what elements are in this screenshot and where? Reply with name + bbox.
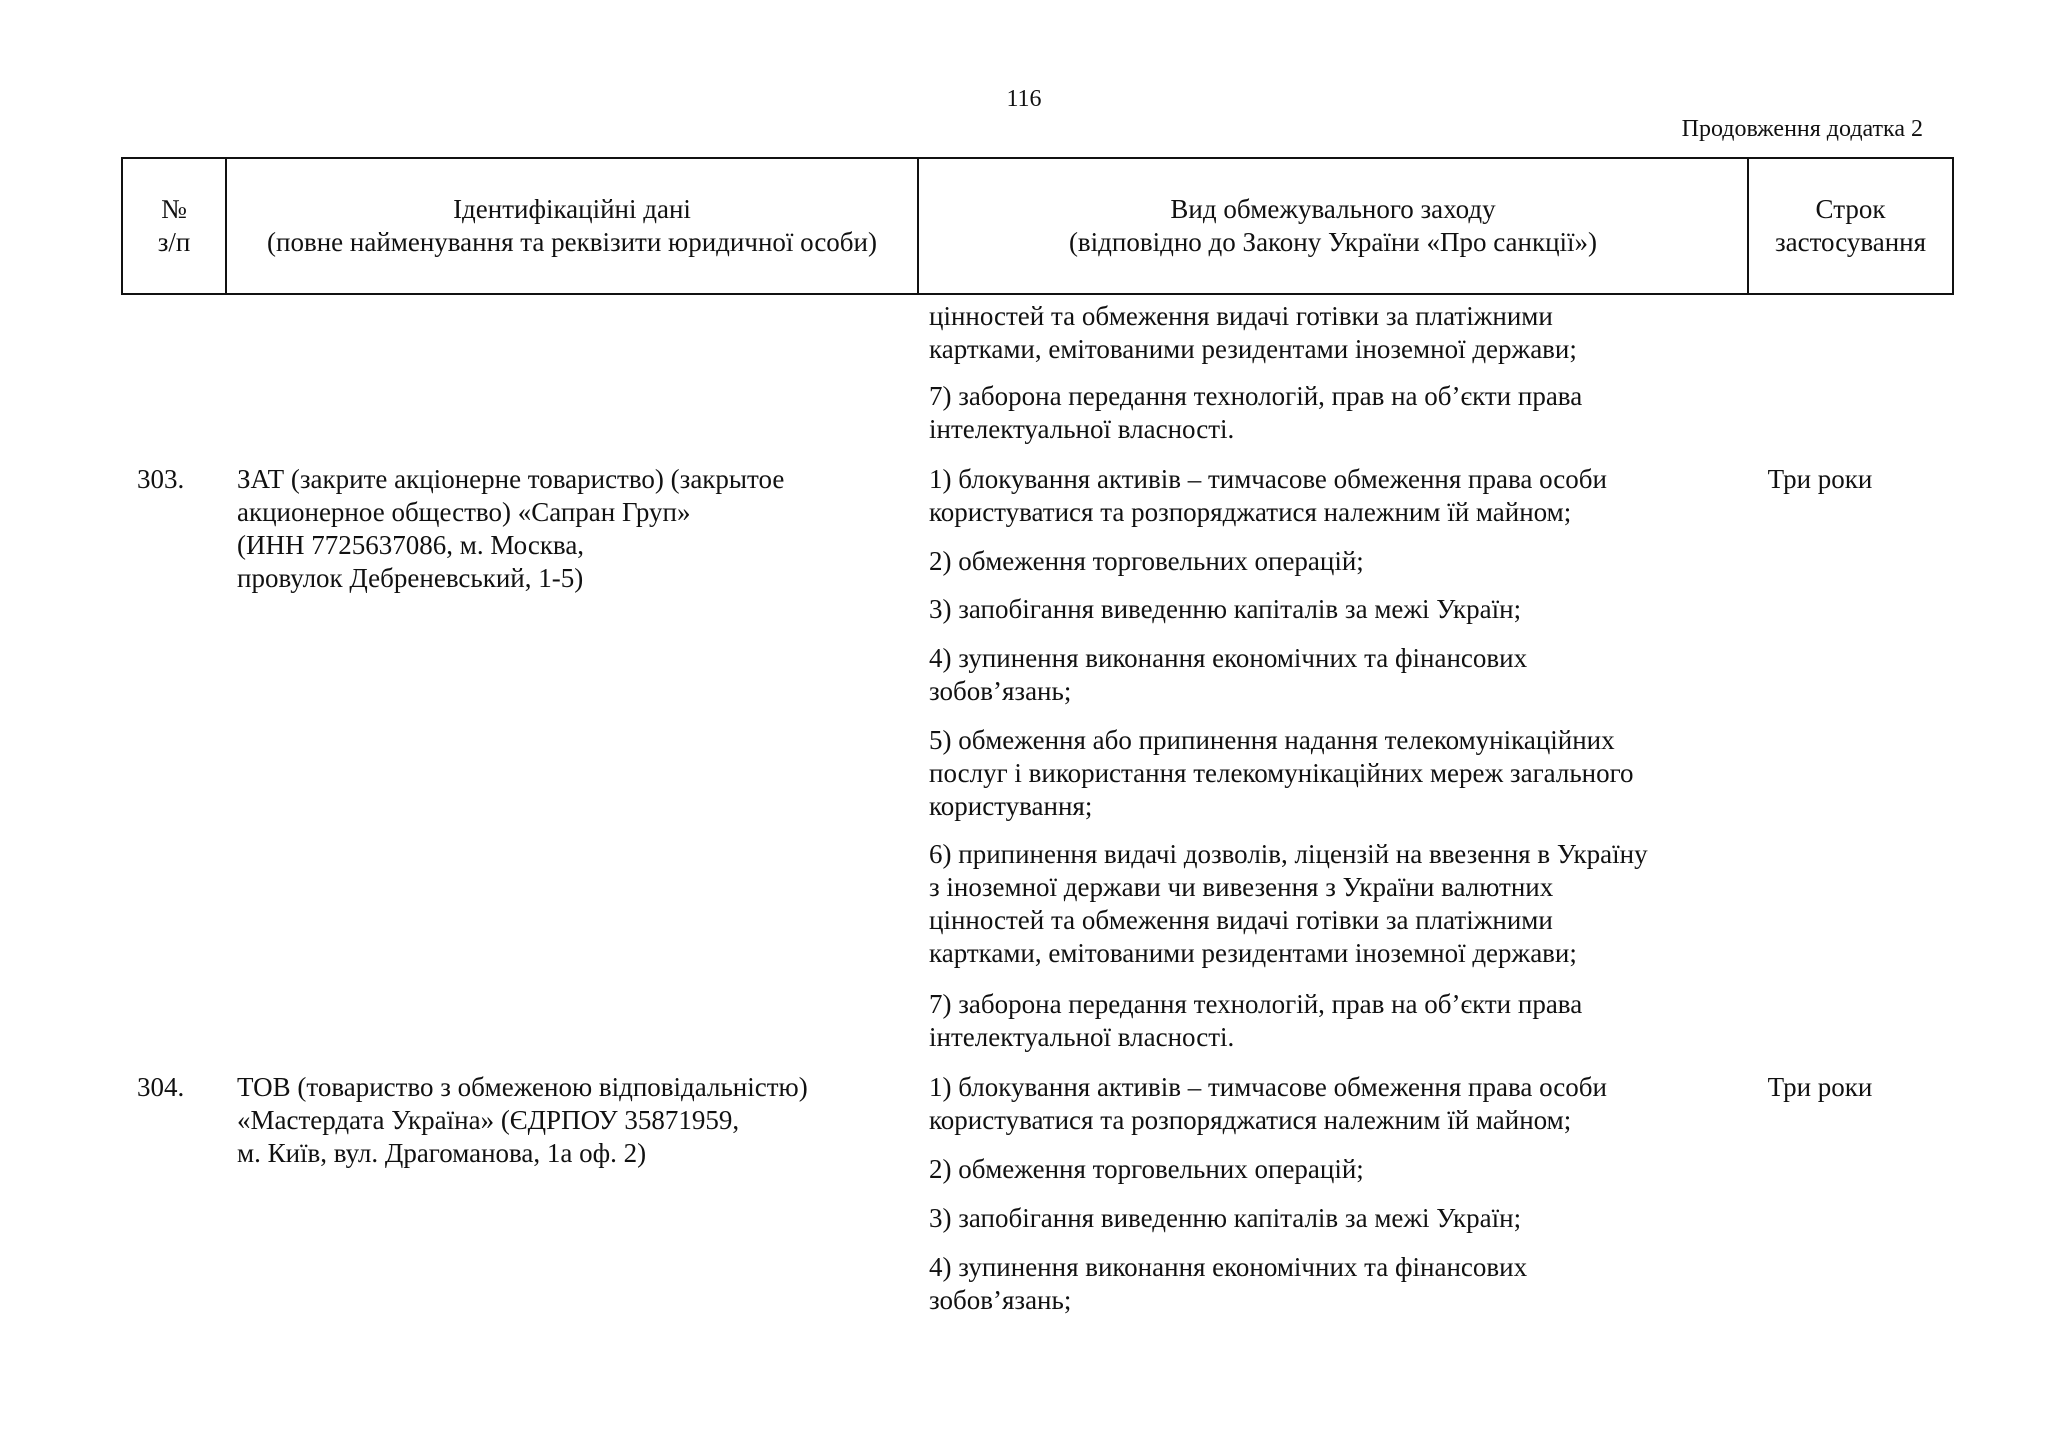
measure-item: 1) блокування активів – тимчасове обмеження права особи користуватися та розпоряджатися належним їй майном; [929, 464, 1607, 527]
measure-item: 6) припинення видачі дозволів, ліцензій на ввезення в Україну з іноземної держави чи вивезення з України валютних цінностей та обмеження видачі готівки за платіжними картками, емітованими резидентами іноземної держави; [929, 839, 1648, 968]
measure-item: 4) зупинення виконання економічних та фінансових зобов’язань; [929, 1252, 1528, 1315]
row-number: 304. [137, 1072, 185, 1102]
measure-item: 3) запобігання виведенню капіталів за межі Україн; [929, 594, 1522, 624]
measure-item: 7) заборона передання технологій, прав на об’єкти права інтелектуальної власності. [929, 989, 1583, 1052]
measure-item: 3) запобігання виведенню капіталів за межі Україн; [929, 1203, 1522, 1233]
measure-item: 4) зупинення виконання економічних та фінансових зобов’язань; [929, 643, 1528, 706]
continuation-note: Продовження додатка 2 [1681, 116, 1923, 142]
carryover-measure: цінностей та обмеження видачі готівки за платіжними картками, емітованими резидентами іноземної держави; [929, 301, 1577, 364]
header-term: Строк застосування [1747, 159, 1952, 293]
entity-details: ТОВ (товариство з обмеженою відповідальністю) «Мастердата Україна» (ЄДРПОУ 35871959, м. Київ, вул. Драгоманова, 1а оф. 2) [237, 1072, 808, 1168]
measure-item: 5) обмеження або припинення надання телекомунікаційних послуг і використання телекомунікаційних мереж загального користування; [929, 725, 1634, 821]
table-header [121, 157, 1954, 295]
entity-details: ЗАТ (закрите акціонерне товариство) (закрытое акционерное общество) «Сапран Груп» (ИНН 7725637086, м. Москва, провулок Дебреневський, 1-5) [237, 464, 785, 593]
header-number: № з/п [157, 194, 191, 257]
row-number: 303. [137, 464, 185, 494]
term-value: Три роки [1767, 1072, 1873, 1102]
measure-item: 2) обмеження торговельних операцій; [929, 546, 1364, 576]
carryover-measure: 7) заборона передання технологій, прав на об’єкти права інтелектуальної власності. [929, 381, 1583, 444]
term-value: Три роки [1767, 464, 1873, 494]
header-identification: Ідентифікаційні дані (повне найменування та реквізити юридичної особи) [225, 159, 917, 293]
measure-item: 2) обмеження торговельних операцій; [929, 1154, 1364, 1184]
page-number: 116 [1006, 86, 1042, 112]
measure-item: 1) блокування активів – тимчасове обмеження права особи користуватися та розпоряджатися належним їй майном; [929, 1072, 1607, 1135]
header-measure-type: Вид обмежувального заходу (відповідно до Закону України «Про санкції») [917, 159, 1747, 293]
